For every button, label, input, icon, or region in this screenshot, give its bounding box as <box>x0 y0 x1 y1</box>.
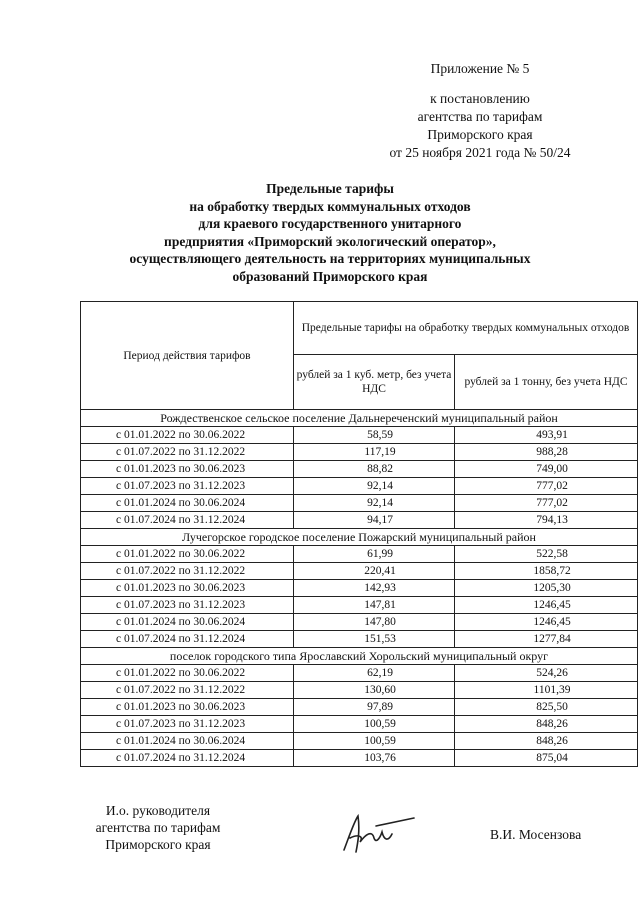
position-line: Приморского края <box>105 837 211 852</box>
appendix-title: Приложение № 5 <box>430 61 530 76</box>
price-ton-cell: 875,04 <box>455 750 638 767</box>
table-row <box>81 444 638 461</box>
table-row <box>81 461 638 478</box>
group-row <box>81 410 638 427</box>
title-line: образований Приморского края <box>232 268 428 284</box>
header-tariffs: Предельные тарифы на обработку твердых коммунальных отходов <box>294 302 638 355</box>
group-name: Рождественское сельское поселение Дальнереченский муниципальный район <box>81 410 638 427</box>
appendix-line: от 25 ноября 2021 года № 50/24 <box>389 145 571 160</box>
price-m3-cell: 142,93 <box>294 580 455 597</box>
price-ton-cell: 848,26 <box>455 716 638 733</box>
position-line: агентства по тарифам <box>95 820 221 835</box>
tariffs-table <box>80 301 638 767</box>
period-cell: с 01.07.2022 по 31.12.2022 <box>81 444 294 461</box>
price-ton-cell: 825,50 <box>455 699 638 716</box>
document-title <box>80 180 580 285</box>
price-ton-cell: 1246,45 <box>455 614 638 631</box>
price-m3-cell: 220,41 <box>294 563 455 580</box>
period-cell: с 01.07.2023 по 31.12.2023 <box>81 478 294 495</box>
table-row <box>81 614 638 631</box>
table-row <box>81 631 638 648</box>
table-row <box>81 750 638 767</box>
appendix-block <box>360 60 600 162</box>
price-m3-cell: 147,81 <box>294 597 455 614</box>
appendix-line: Приморского края <box>427 127 533 142</box>
price-m3-cell: 97,89 <box>294 699 455 716</box>
group-row <box>81 648 638 665</box>
header-per-ton: рублей за 1 тонну, без учета НДС <box>455 355 638 410</box>
price-ton-cell: 1205,30 <box>455 580 638 597</box>
price-ton-cell: 848,26 <box>455 733 638 750</box>
period-cell: с 01.07.2023 по 31.12.2023 <box>81 597 294 614</box>
period-cell: с 01.01.2022 по 30.06.2022 <box>81 665 294 682</box>
handwritten-signature <box>336 808 416 863</box>
price-ton-cell: 777,02 <box>455 478 638 495</box>
table-row <box>81 716 638 733</box>
price-m3-cell: 58,59 <box>294 427 455 444</box>
period-cell: с 01.01.2024 по 30.06.2024 <box>81 614 294 631</box>
price-ton-cell: 988,28 <box>455 444 638 461</box>
period-cell: с 01.07.2024 по 31.12.2024 <box>81 631 294 648</box>
price-m3-cell: 103,76 <box>294 750 455 767</box>
price-ton-cell: 749,00 <box>455 461 638 478</box>
price-m3-cell: 92,14 <box>294 478 455 495</box>
price-m3-cell: 130,60 <box>294 682 455 699</box>
table-row <box>81 597 638 614</box>
period-cell: с 01.07.2023 по 31.12.2023 <box>81 716 294 733</box>
header-per-m3: рублей за 1 куб. метр, без учета НДС <box>294 355 455 410</box>
period-cell: с 01.01.2024 по 30.06.2024 <box>81 733 294 750</box>
table-row <box>81 699 638 716</box>
table-row <box>81 563 638 580</box>
price-ton-cell: 1246,45 <box>455 597 638 614</box>
price-m3-cell: 88,82 <box>294 461 455 478</box>
price-m3-cell: 147,80 <box>294 614 455 631</box>
title-line: Предельные тарифы <box>266 181 394 196</box>
group-name: Лучегорское городское поселение Пожарский муниципальный район <box>81 529 638 546</box>
price-m3-cell: 61,99 <box>294 546 455 563</box>
appendix-line: к постановлению <box>430 91 530 106</box>
table-row <box>81 495 638 512</box>
title-line: осуществляющего деятельность на территориях муниципальных <box>129 251 531 266</box>
group-name: поселок городского типа Ярославский Хорольский муниципальный округ <box>81 648 638 665</box>
price-m3-cell: 117,19 <box>294 444 455 461</box>
price-m3-cell: 151,53 <box>294 631 455 648</box>
period-cell: с 01.01.2023 по 30.06.2023 <box>81 580 294 597</box>
price-m3-cell: 94,17 <box>294 512 455 529</box>
title-line: для краевого государственного унитарного <box>198 216 462 231</box>
table-row <box>81 682 638 699</box>
price-m3-cell: 100,59 <box>294 733 455 750</box>
price-ton-cell: 1277,84 <box>455 631 638 648</box>
header-period: Период действия тарифов <box>81 302 294 410</box>
period-cell: с 01.07.2024 по 31.12.2024 <box>81 512 294 529</box>
group-row <box>81 529 638 546</box>
title-line: предприятия «Приморский экологический оператор», <box>164 233 496 249</box>
table-row <box>81 427 638 444</box>
period-cell: с 01.01.2022 по 30.06.2022 <box>81 427 294 444</box>
table-row <box>81 733 638 750</box>
title-line: на обработку твердых коммунальных отходов <box>189 198 471 214</box>
price-ton-cell: 522,58 <box>455 546 638 563</box>
period-cell: с 01.01.2023 по 30.06.2023 <box>81 461 294 478</box>
table-row <box>81 665 638 682</box>
period-cell: с 01.07.2022 по 31.12.2022 <box>81 682 294 699</box>
signatory-position <box>88 802 228 853</box>
price-m3-cell: 100,59 <box>294 716 455 733</box>
table-row <box>81 478 638 495</box>
price-ton-cell: 493,91 <box>455 427 638 444</box>
period-cell: с 01.01.2024 по 30.06.2024 <box>81 495 294 512</box>
table-row <box>81 512 638 529</box>
period-cell: с 01.07.2024 по 31.12.2024 <box>81 750 294 767</box>
price-ton-cell: 1101,39 <box>455 682 638 699</box>
price-m3-cell: 62,19 <box>294 665 455 682</box>
signatory-name: В.И. Мосензова <box>490 827 582 842</box>
appendix-line: агентства по тарифам <box>417 109 543 124</box>
price-ton-cell: 794,13 <box>455 512 638 529</box>
table-row <box>81 580 638 597</box>
period-cell: с 01.01.2022 по 30.06.2022 <box>81 546 294 563</box>
price-m3-cell: 92,14 <box>294 495 455 512</box>
price-ton-cell: 1858,72 <box>455 563 638 580</box>
period-cell: с 01.01.2023 по 30.06.2023 <box>81 699 294 716</box>
period-cell: с 01.07.2022 по 31.12.2022 <box>81 563 294 580</box>
table-row <box>81 546 638 563</box>
price-ton-cell: 777,02 <box>455 495 638 512</box>
position-line: И.о. руководителя <box>105 803 211 818</box>
price-ton-cell: 524,26 <box>455 665 638 682</box>
